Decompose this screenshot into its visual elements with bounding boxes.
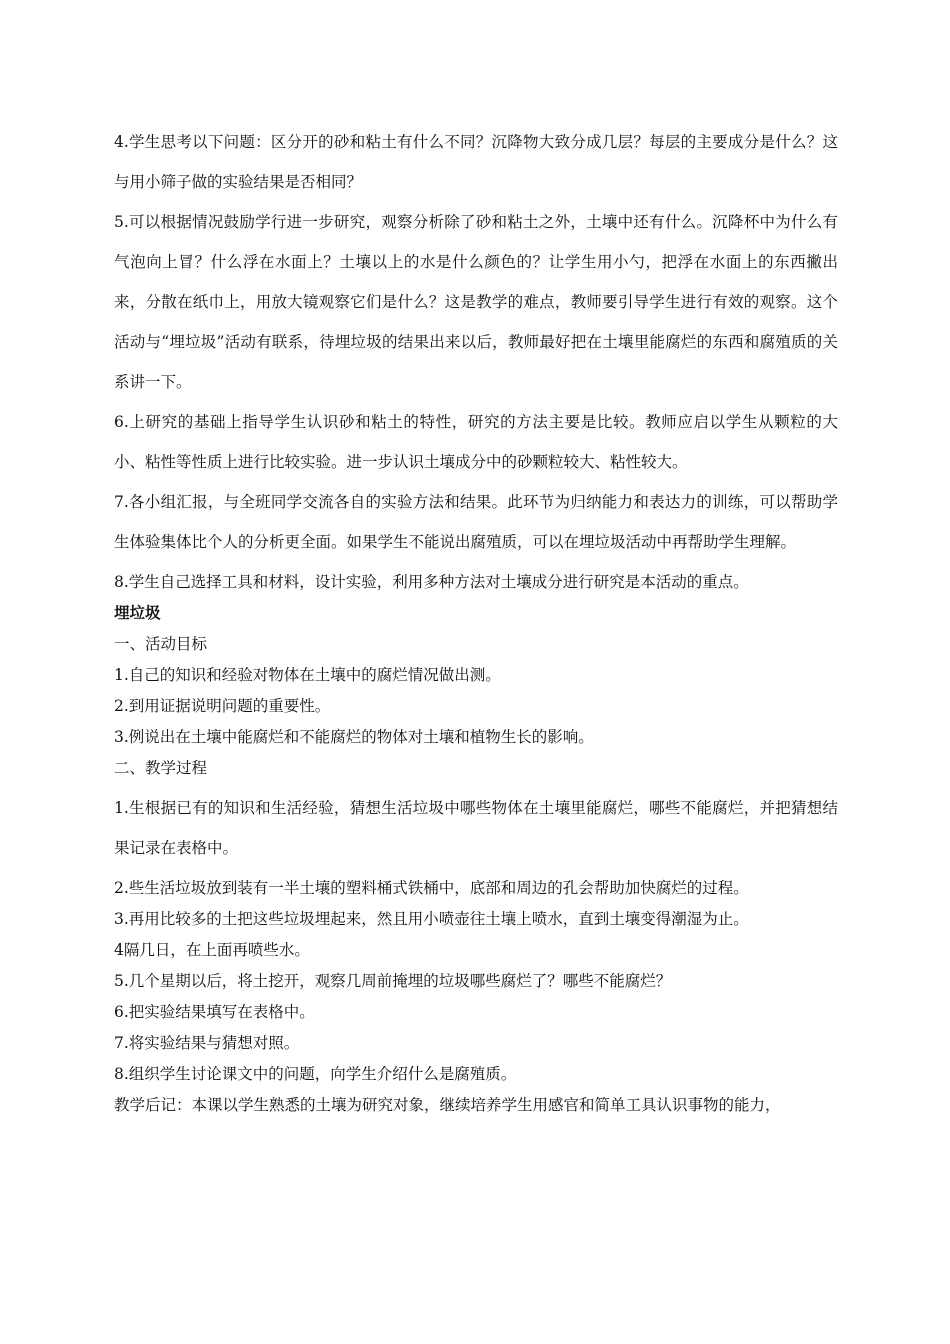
process-item-2: 2.些生活垃圾放到装有一半土壤的塑料桶式铁桶中，底部和周边的孔会帮助加快腐烂的过程。 [114,879,749,897]
section-heading-bury-garbage: 埋垃圾 [114,603,161,622]
paragraph-step-7: 7.各小组汇报，与全班同学交流各自的实验方法和结果。此环节为归纳能力和表达力的训练，可以帮助学生体验集体比个人的分析更全面。如果学生不能说出腐殖质，可以在埋垃圾活动中再帮助学生理解。 [114,493,838,551]
goal-item-2: 2.到用证据说明问题的重要性。 [114,697,331,715]
process-item-5: 5.几个星期以后，将土挖开，观察几周前掩埋的垃圾哪些腐烂了？哪些不能腐烂？ [114,972,672,990]
paragraph-step-4: 4.学生思考以下问题：区分开的砂和粘土有什么不同？沉降物大致分成几层？每层的主要成分是什么？这与用小筛子做的实验结果是否相同？ [114,133,838,191]
paragraph-step-6: 6.上研究的基础上指导学生认识砂和粘土的特性，研究的方法主要是比较。教师应启以学生从颗粒的大小、粘性等性质上进行比较实验。进一步认识土壤成分中的砂颗粒较大、粘性较大。 [114,413,838,471]
process-item-3: 3.再用比较多的土把这些垃圾埋起来，然且用小喷壶往土壤上喷水，直到土壤变得潮湿为止。 [114,910,749,928]
process-item-1: 1.生根据已有的知识和生活经验，猜想生活垃圾中哪些物体在土壤里能腐烂，哪些不能腐烂，并把猜想结果记录在表格中。 [114,799,838,857]
process-item-4: 4隔几日，在上面再喷些水。 [114,941,310,959]
teaching-reflection: 教学后记：本课以学生熟悉的土壤为研究对象，继续培养学生用感官和简单工具认识事物的能力， [114,1096,781,1114]
document-page [114,122,838,1125]
process-item-8: 8.组织学生讨论课文中的问题，向学生介绍什么是腐殖质。 [114,1065,517,1083]
goal-item-3: 3.例说出在土壤中能腐烂和不能腐烂的物体对土壤和植物生长的影响。 [114,728,594,746]
goal-item-1: 1.自己的知识和经验对物体在土壤中的腐烂情况做出测。 [114,666,501,684]
process-item-7: 7.将实验结果与猜想对照。 [114,1034,300,1052]
subheading-teaching-process: 二、教学过程 [114,759,208,777]
subheading-activity-goals: 一、活动目标 [114,635,208,653]
paragraph-step-5: 5.可以根据情况鼓励学行进一步研究，观察分析除了砂和粘土之外，土壤中还有什么。沉降杯中为什么有气泡向上冒？什么浮在水面上？土壤以上的水是什么颜色的？让学生用小勺，把浮在水面上的东西撇出来，分散在纸巾上，用放大镜观察它们是什么？这是教学的难点，教师要引导学生进行有效的观察。这个活动与“埋垃圾”活动有联系，待埋垃圾的结果出来以后，教师最好把在土壤里能腐烂的东西和腐殖质的关系讲一下。 [114,213,838,391]
process-item-6: 6.把实验结果填写在表格中。 [114,1003,315,1021]
paragraph-step-8: 8.学生自己选择工具和材料，设计实验，利用多种方法对土壤成分进行研究是本活动的重点。 [114,573,749,591]
